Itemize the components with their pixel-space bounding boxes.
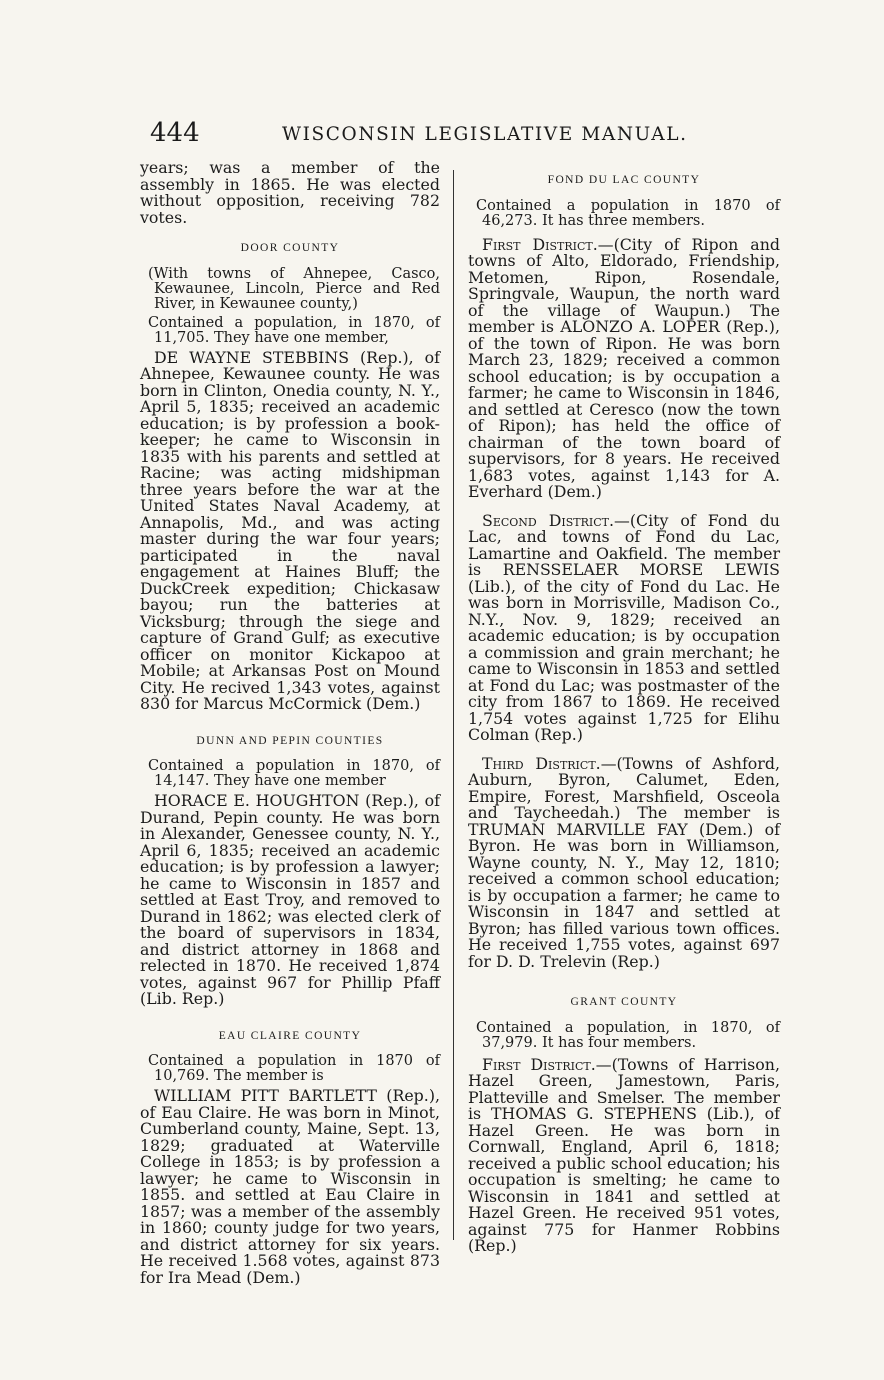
- page-header: [150, 118, 790, 158]
- county-heading-door: DOOR COUNTY: [240, 242, 340, 254]
- fond-du-lac-first-district: [468, 234, 780, 501]
- district-text: —(Towns of Ashford, Auburn, Byron, Calumet, Eden, Empire, Forest, Marshfield, Osceola and Taycheedah.) The member is TRUMAN MARVILLE FAY (Dem.) of Byron. He was born in Williamson, Wayne county, N. Y., May 12, 1810; received a common school education; is by occupation a farmer; he came to Wisconsin in 1847 and settled at Byron; has filled various town offices. He received 1,755 votes, against 697 for D. D. Trelevin (Rep.): [468, 753, 780, 971]
- door-towns: (With towns of Ahnepee, Casco, Kewaunee, Lincoln, Pierce and Red River, in Kewaunee county,): [148, 265, 440, 312]
- district-text: —(Towns of Harrison, Hazel Green, Jamestown, Paris, Platteville and Smelser. The member is THOMAS G. STEPHENS (Lib.), of Hazel Green. He was born in Cornwall, England, April 6, 1818; received a public school education; his occupation is smelting; he came to Wisconsin in 1841 and settled at Hazel Green. He received 951 votes, against 775 for Hanmer Robbins (Rep.): [468, 1054, 780, 1255]
- continuation-text: years; was a member of the assembly in 1865. He was elected without opposition, receiving 782 votes.: [140, 158, 440, 227]
- door-member-bio: DE WAYNE STEBBINS (Rep.), of Ahnepee, Kewaunee county. He was born in Clinton, Onedia county, N. Y., April 5, 1835; received an academic education; is by profession a book-keeper; he came to Wisconsin in 1835 with his parents and settled at Racine; was acting midshipman three years before the war at the United States Naval Academy, at Annapolis, Md., and was acting master during the war four years; participated in the naval engagement at Haines Bluff; the DuckCreek expedition; Chickasaw bayou; run the batteries at Vicksburg; through the siege and capture of Grand Gulf; as executive officer on monitor Kickapoo at Mobile; at Arkansas Post on Mound City. He recived 1,343 votes, against 830 for Marcus McCormick (Dem.): [140, 347, 440, 713]
- dunn-member-bio: HORACE E. HOUGHTON (Rep.), of Durand, Pepin county. He was born in Alexander, Genessee county, N. Y., April 6, 1835; received an academic education; is by profession a lawyer; he came to Wisconsin in 1857 and settled at East Troy, and removed to Durand in 1862; was elected clerk of the board of supervisors in 1834, and district attorney in 1868 and relected in 1870. He received 1,874 votes, against 967 for Phillip Pfaff (Lib. Rep.): [140, 791, 440, 1008]
- door-population: Contained a population, in 1870, of 11,705. They have one member,: [148, 314, 440, 346]
- county-heading-grant: GRANT COUNTY: [570, 996, 678, 1008]
- left-column: [140, 160, 440, 1286]
- district-label: First District.: [482, 234, 598, 254]
- fond-du-lac-third-district: [468, 753, 780, 971]
- district-text: —(City of Ripon and towns of Alto, Eldorado, Friendship, Metomen, Ripon, Rosendale, Springvale, Waupun, the north ward of the village of Waupun.) The member is ALONZO A. LOPER (Rep.), of the town of Ripon. He was born March 23, 1829; received a common school education; is by occupation a farmer; he came to Wisconsin in 1846, and settled at Ceresco (now the town of Ripon); has held the office of chairman of the town board of supervisors, for 8 years. He received 1,683 votes, against 1,143 for A. Everhard (Dem.): [468, 234, 780, 501]
- county-heading-dunn-pepin: DUNN AND PEPIN COUNTIES: [196, 734, 384, 747]
- county-heading-eau-claire: EAU CLAIRE COUNTY: [218, 1029, 362, 1042]
- eau-claire-member-bio: WILLIAM PITT BARTLETT (Rep.), of Eau Claire. He was born in Minot, Cumberland county, Maine, Sept. 13, 1829; graduated at Waterville College in 1853; is by profession a lawyer; he came to Wisconsin in 1855. and settled at Eau Claire in 1857; was a member of the assembly in 1860; county judge for two years, and district attorney for six years. He received 1.568 votes, against 873 for Ira Mead (Dem.): [140, 1086, 440, 1287]
- district-text: —(City of Fond du Lac, and towns of Fond du Lac, Lamartine and Oakfield. The member is RENSSELAER MORSE LEWIS (Lib.), of the city of Fond du Lac. He was born in Morrisville, Madison Co., N.Y., Nov. 9, 1829; received an academic education; is by occupation a commission and grain merchant; he came to Wisconsin in 1853 and settled at Fond du Lac; was postmaster of the city from 1867 to 1869. He received 1,754 votes against 1,725 for Elihu Colman (Rep.): [468, 510, 780, 744]
- county-heading-fond-du-lac: FOND DU LAC COUNTY: [547, 174, 701, 186]
- column-divider: [453, 170, 454, 1240]
- district-label: Third District.: [482, 753, 601, 773]
- eau-claire-population: Contained a population in 1870 of 10,769. The member is: [148, 1053, 440, 1084]
- fond-du-lac-population: Contained a population in 1870 of 46,273. It has three members.: [476, 197, 780, 229]
- running-title: WISCONSIN LEGISLATIVE MANUAL.: [282, 124, 688, 145]
- dunn-population: Contained a population in 1870, of 14,147. They have one member: [148, 758, 440, 789]
- fond-du-lac-second-district: [468, 510, 780, 744]
- district-label: First District.: [482, 1054, 596, 1074]
- grant-first-district: [468, 1054, 780, 1255]
- grant-population: Contained a population, in 1870, of 37,979. It has four members.: [476, 1019, 780, 1051]
- district-label: Second District.: [482, 510, 615, 530]
- right-column: [468, 168, 780, 1255]
- page-number: 444: [150, 118, 200, 148]
